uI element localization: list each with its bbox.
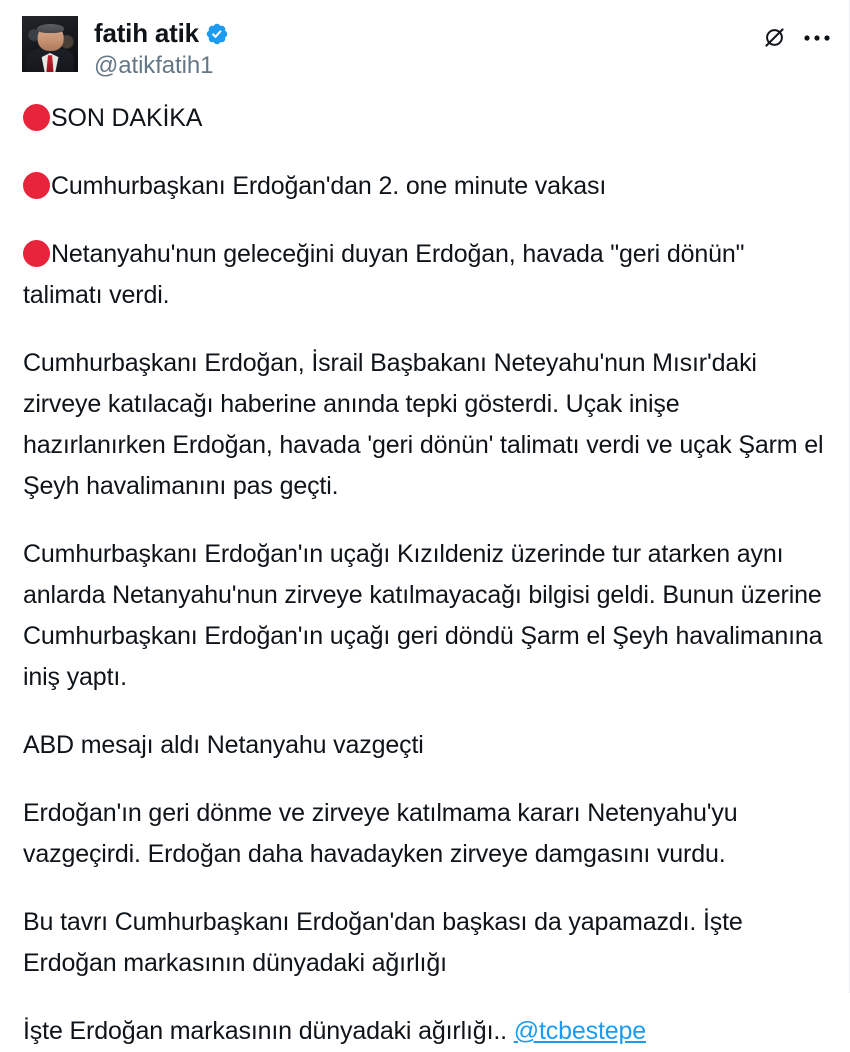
red-circle-icon bbox=[23, 104, 50, 131]
tweet-header bbox=[0, 0, 849, 80]
tweet-paragraph-text: İşte Erdoğan markasının dünyadaki ağırlığı.. bbox=[23, 1016, 514, 1045]
display-name-row bbox=[94, 19, 762, 49]
tweet-paragraph: Erdoğan'ın geri dönme ve zirveye katılmama kararı Netenyahu'yu vazgeçirdi. Erdoğan daha havadayken zirveye damgasını vurdu. bbox=[23, 798, 738, 868]
tweet-paragraph: ABD mesajı aldı Netanyahu vazgeçti bbox=[23, 730, 424, 759]
more-horizontal-icon bbox=[803, 34, 831, 42]
avatar-hair bbox=[37, 24, 64, 34]
tweet-paragraph: Cumhurbaşkanı Erdoğan, İsrail Başbakanı Neteyahu'nun Mısır'daki zirveye katılacağı haberine anında tepki gösterdi. Uçak inişe hazırlanırken Erdoğan, havada 'geri dönün' talimatı verdi ve uçak Şarm el Şeyh havalimanını pas geçti. bbox=[23, 348, 824, 500]
red-circle-icon bbox=[23, 172, 50, 199]
account-identity bbox=[94, 16, 762, 80]
tweet-paragraph-text: Cumhurbaşkanı Erdoğan'dan 2. one minute vakası bbox=[51, 171, 607, 200]
tweet-paragraph bbox=[23, 234, 827, 316]
avatar[interactable] bbox=[22, 16, 78, 72]
tweet-paragraph bbox=[23, 166, 827, 207]
tweet-paragraph: Bu tavrı Cumhurbaşkanı Erdoğan'dan başkası da yapamazdı. İşte Erdoğan markasının dünyadaki ağırlığı bbox=[23, 907, 743, 977]
tweet-paragraph-text: SON DAKİKA bbox=[51, 103, 203, 132]
tweet-paragraph-text: Netanyahu'nun geleceğini duyan Erdoğan, havada "geri dönün" talimatı verdi. bbox=[23, 239, 745, 309]
verified-badge-icon bbox=[205, 22, 229, 46]
display-name[interactable]: fatih atik bbox=[94, 18, 199, 48]
tweet-paragraph bbox=[23, 1011, 827, 1052]
account-handle[interactable]: @atikfatih1 bbox=[94, 51, 214, 79]
tweet-text-body bbox=[0, 80, 849, 1052]
grok-icon bbox=[762, 25, 787, 50]
grok-button[interactable] bbox=[762, 25, 787, 50]
red-circle-icon bbox=[23, 240, 50, 267]
tweet-paragraph bbox=[23, 98, 827, 139]
more-options-button[interactable] bbox=[803, 34, 831, 42]
tweet-paragraph: Cumhurbaşkanı Erdoğan'ın uçağı Kızıldeniz üzerinde tur atarken aynı anlarda Netanyahu'nun zirveye katılmayacağı bilgisi geldi. Bunun üzerine Cumhurbaşkanı Erdoğan'ın uçağı geri döndü Şarm el Şeyh havalimanına iniş yaptı. bbox=[23, 539, 823, 691]
header-actions bbox=[762, 16, 831, 50]
mention-link[interactable]: @tcbestepe bbox=[513, 1016, 647, 1045]
